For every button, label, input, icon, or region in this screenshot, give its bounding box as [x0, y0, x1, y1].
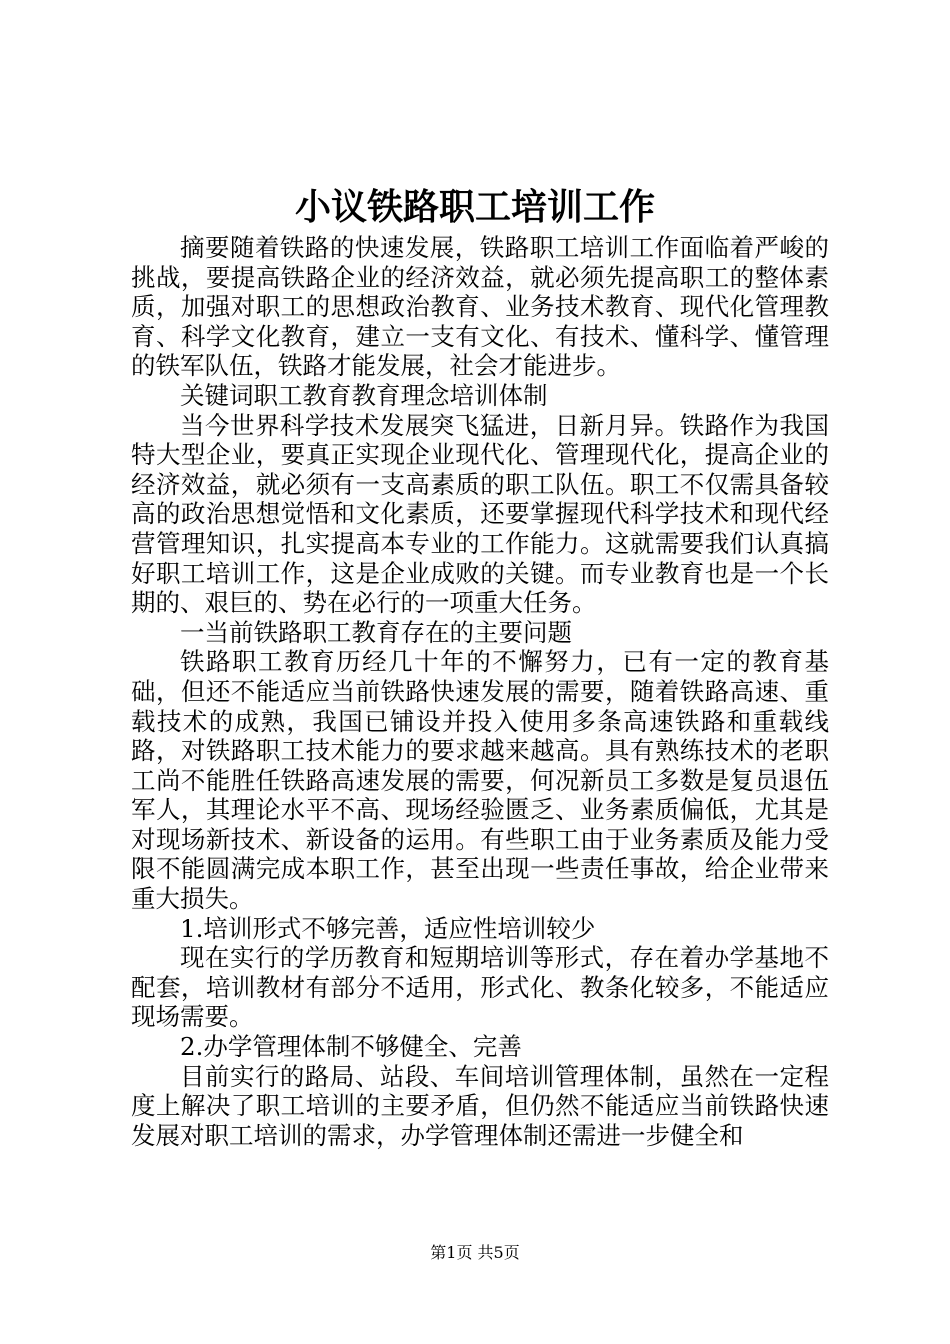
paragraph-management: 目前实行的路局、站段、车间培训管理体制，虽然在一定程度上解决了职工培训的主要矛盾，但仍然不能适应当前铁路快速发展对职工培训的需求，办学管理体制还需进一步健全和	[131, 1061, 829, 1150]
paragraph-training-forms: 现在实行的学历教育和短期培训等形式，存在着办学基地不配套，培训教材有部分不适用，形式化、教条化较多，不能适应现场需要。	[131, 943, 829, 1032]
paragraph-problems: 铁路职工教育历经几十年的不懈努力，已有一定的教育基础，但还不能适应当前铁路快速发展的需要，随着铁路高速、重载技术的成熟，我国已铺设并投入使用多条高速铁路和重载线路，对铁路职工技术能力的要求越来越高。具有熟练技术的老职工尚不能胜任铁路高速发展的需要，何况新员工多数是复员退伍军人，其理论水平不高、现场经验匮乏、业务素质偏低，尤其是对现场新技术、新设备的运用。有些职工由于业务素质及能力受限不能圆满完成本职工作，甚至出现一些责任事故，给企业带来重大损失。	[131, 647, 829, 914]
subheading-1: 1.培训形式不够完善，适应性培训较少	[180, 913, 596, 943]
section-heading-1: 一当前铁路职工教育存在的主要问题	[180, 617, 572, 647]
page-footer: 第1页 共5页	[430, 1243, 520, 1262]
subheading-2: 2.办学管理体制不够健全、完善	[180, 1032, 522, 1062]
paragraph-intro: 当今世界科学技术发展突飞猛进，日新月异。铁路作为我国特大型企业，要真正实现企业现代化、管理现代化，提高企业的经济效益，就必须有一支高素质的职工队伍。职工不仅需具备较高的政治思想觉悟和文化素质，还要掌握现代科学技术和现代经营管理知识，扎实提高本专业的工作能力。这就需要我们认真搞好职工培训工作，这是企业成败的关键。而专业教育也是一个长期的、艰巨的、势在必行的一项重大任务。	[131, 410, 829, 618]
document-body	[131, 233, 829, 1150]
document-title: 小议铁路职工培训工作	[294, 186, 655, 228]
paragraph-keywords: 关键词职工教育教育理念培训体制	[180, 380, 548, 410]
paragraph-abstract: 摘要随着铁路的快速发展，铁路职工培训工作面临着严峻的挑战，要提高铁路企业的经济效益，就必须先提高职工的整体素质，加强对职工的思想政治教育、业务技术教育、现代化管理教育、科学文化教育，建立一支有文化、有技术、懂科学、懂管理的铁军队伍，铁路才能发展，社会才能进步。	[131, 233, 829, 381]
